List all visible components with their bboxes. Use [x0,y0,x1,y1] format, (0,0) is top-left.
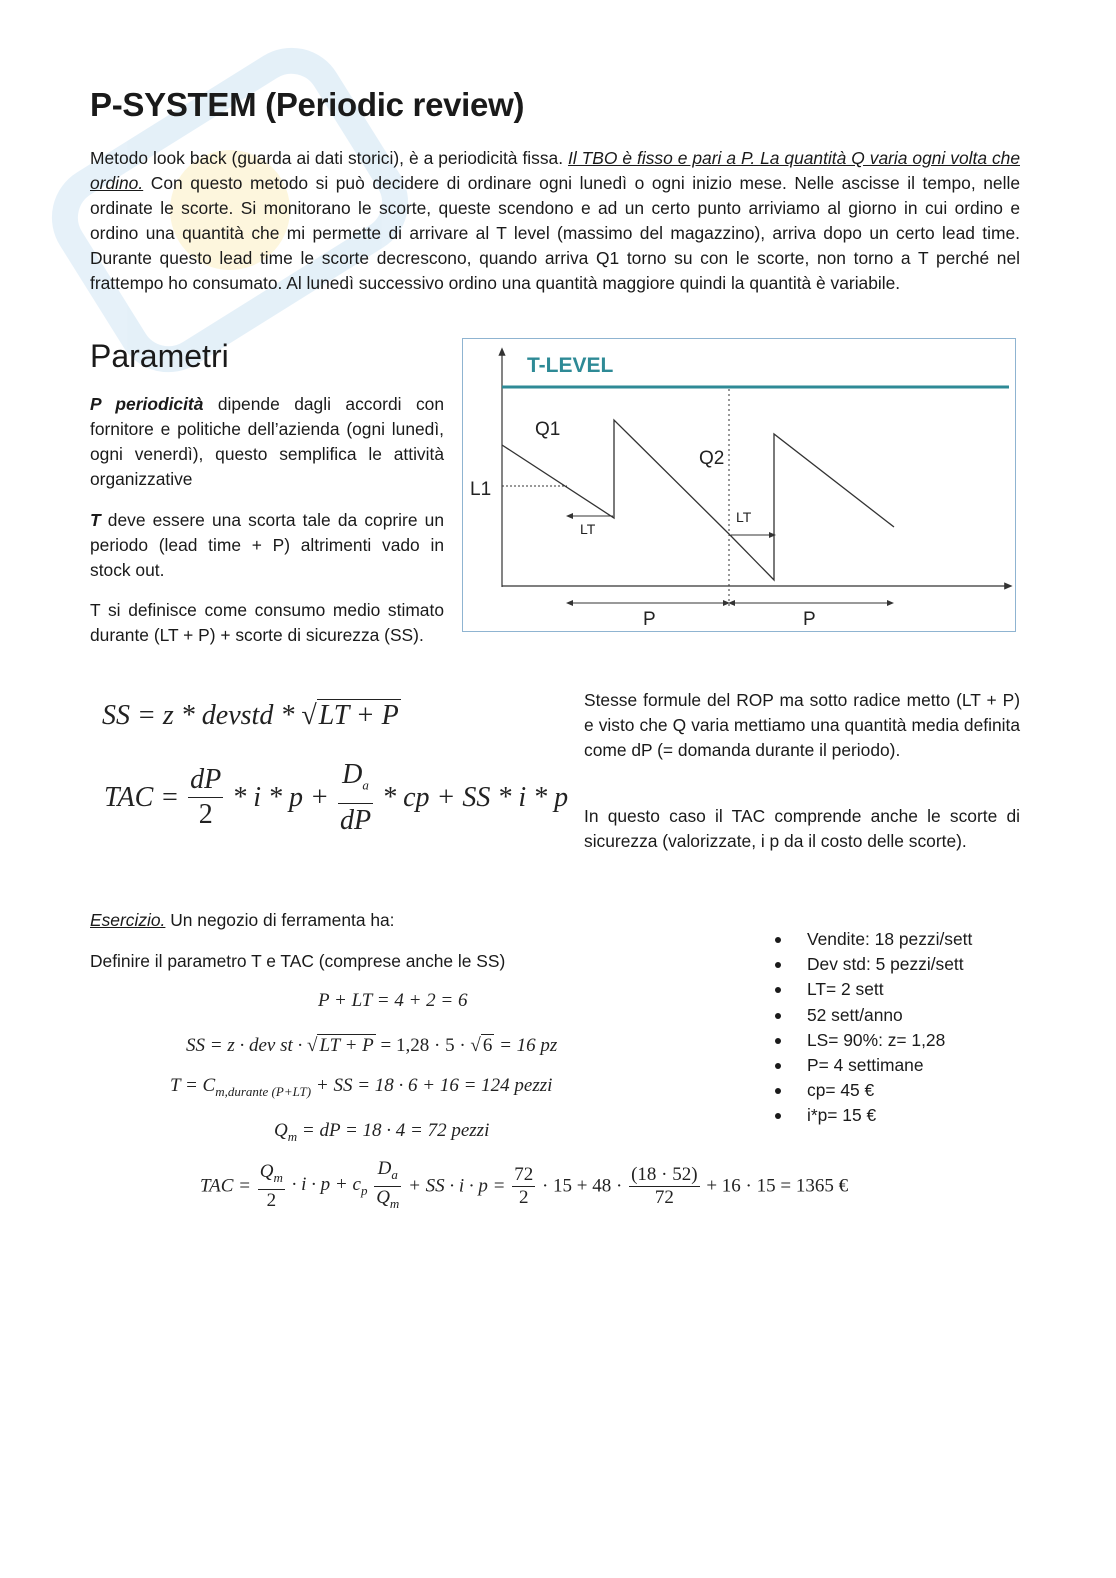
ss-formula-lhs: SS = z * devstd * [102,700,302,731]
exercise-intro-text: Un negozio di ferramenta ha: [165,910,395,930]
eq5-fraction-4 [629,1164,699,1209]
exercise-label: Esercizio. [90,910,166,930]
list-item: cp= 45 € [772,1078,972,1103]
p-label-1: P [643,609,656,630]
tac-formula-mid: * i * p + [232,781,329,813]
eq5-f2-num-sub: a [391,1166,398,1182]
eq5-f4-num: (18 · 52) [631,1163,698,1185]
stock-line-1 [502,420,894,580]
eq2-a: SS = z · dev st · [186,1035,308,1056]
equation-t [170,1075,552,1100]
p-term: P periodicità [90,394,204,414]
t-text: deve essere una scorta tale da coprire un periodo (lead time + P) altrimenti vado in stock out. [90,510,444,580]
equation-p-lt [318,990,467,1012]
eq5-mid1-sub: p [360,1182,368,1198]
eq5-lhs: TAC = [200,1175,252,1197]
tac-fraction-2 [338,758,373,838]
list-item: 52 sett/anno [772,1003,972,1028]
eq4-sub: m [287,1128,298,1144]
intro-underlined: Il TBO è fisso e pari a P. La quantità Q varia ogni volta che ordino. [90,148,1020,193]
eq5-mid3: · 15 + 48 · [541,1175,623,1197]
eq3-b: + SS = 18 · 6 + 16 = 124 pezzi [311,1075,553,1096]
eq2-c: = 16 pz [494,1035,558,1056]
eq5-mid2: + SS · i · p = [408,1175,506,1197]
t-term: T [90,510,101,530]
eq5-f2-den: Q [376,1186,390,1208]
eq5-fraction-2 [374,1158,401,1215]
list-item: i*p= 15 € [772,1103,972,1128]
sqrt-symbol: √ [470,1035,481,1056]
ss-formula [102,700,401,732]
q1-label: Q1 [535,419,561,440]
right-note-1: Stesse formule del ROP ma sotto radice metto (LT + P) e visto che Q varia mettiamo una quantità media definita come dP (= domanda durante il periodo). [584,690,1020,760]
list-item: Dev std: 5 pezzi/sett [772,952,972,977]
eq5-fraction-3 [512,1164,535,1209]
eq5-f1-num-sub: m [273,1169,283,1185]
eq5-fraction-1 [258,1161,285,1212]
equation-qm [274,1120,489,1145]
eq5-f1-den: 2 [266,1189,277,1211]
eq2-sqrt: LT + P [319,1035,374,1056]
eq5-end: + 16 · 15 = 1365 € [706,1175,849,1197]
equation-ss [186,1035,557,1057]
list-item: Vendite: 18 pezzi/sett [772,927,972,952]
tac-formula [104,758,568,838]
eq5-f3-den: 2 [518,1186,529,1208]
list-item: LS= 90%: z= 1,28 [772,1028,972,1053]
sqrt-symbol: √ [307,1035,318,1056]
eq5-f4-den: 72 [654,1186,674,1208]
page-title: P-SYSTEM (Periodic review) [90,86,525,123]
tac-formula-lhs: TAC = [104,781,180,813]
exercise-intro [90,910,395,931]
eq2-sqrt6: 6 [482,1035,493,1056]
eq5-mid1-text: · i · p + c [291,1173,361,1195]
exercise-data-list [772,927,972,1129]
eq3-sub: m,durante (P+LT) [215,1083,312,1099]
eq2-b: = 1,28 · 5 · [375,1035,471,1056]
right-note-2: In questo caso il TAC comprende anche le scorte di sicurezza (valorizzate, i p da il costo delle scorte). [584,806,1020,851]
p-text: dipende dagli accordi con fornitore e politiche dell’azienda (ogni lunedì, ogni venerdì), questo semplifica le attività organizzative [90,394,444,489]
eq5-mid1 [291,1173,368,1198]
t-definition: T si definisce come consumo medio stimato durante (LT + P) + scorte di sicurezza (SS). [90,600,444,645]
inventory-diagram [462,338,1016,632]
intro-text-1: Metodo look back (guarda ai dati storici), è a periodicità fissa. [90,148,568,168]
eq5-f2-den-sub: m [389,1195,400,1211]
intro-paragraph [90,146,1020,296]
lt-label-1: LT [580,521,596,537]
t-level-label: T-LEVEL [527,354,614,377]
tac-f2-num: D [342,759,363,790]
tac-f2-num-sub: a [362,777,369,793]
exercise-task: Definire il parametro T e TAC (comprese anche le SS) [90,951,506,971]
intro-text-2: Con questo metodo si può decidere di ordinare ogni lunedì o ogni inizio mese. Nelle ascisse il tempo, nelle ordinate le scorte. Si monitorano le scorte, queste scendono e ad un certo punto arriviamo al giorno in cui ordino e ordino una quantità che mi permette di arrivare al T level (massimo del magazzino), arriva dopo un certo lead time. Durante questo lead time le scorte decrescono, quando arriva Q1 torno su con le scorte, non torno a T perché nel frattempo ho consumato. Al lunedì successivo ordino una quantità maggiore quindi la quantità è variabile. [90,173,1020,293]
tac-f1-num: dP [188,763,223,798]
eq5-f1-num: Q [259,1160,274,1182]
eq3-a: T = C [170,1075,216,1096]
lt-label-2: LT [736,509,752,525]
list-item: P= 4 settimane [772,1053,972,1078]
equation-p-lt-text: P + LT = 4 + 2 = 6 [318,990,468,1011]
eq5-f2-num: D [377,1158,392,1179]
p-label-2: P [803,609,816,630]
sqrt-symbol: √ [301,700,317,731]
eq5-f3-num: 72 [514,1163,534,1185]
tac-fraction-1 [188,763,223,832]
q2-label: Q2 [699,448,725,469]
p-paragraph [90,392,444,492]
list-item: LT= 2 sett [772,977,972,1002]
t-paragraph [90,508,444,583]
ss-formula-sqrt: LT + P [318,700,399,731]
tac-formula-end: * cp + SS * i * p [382,781,569,813]
eq4-a: Q [274,1120,288,1141]
tac-f1-den: 2 [198,799,213,831]
tac-f2-den: dP [339,804,372,836]
l1-label: L1 [470,479,492,500]
eq4-b: = dP = 18 · 4 = 72 pezzi [297,1120,490,1141]
equation-tac [200,1158,848,1215]
parametri-heading: Parametri [90,338,229,374]
